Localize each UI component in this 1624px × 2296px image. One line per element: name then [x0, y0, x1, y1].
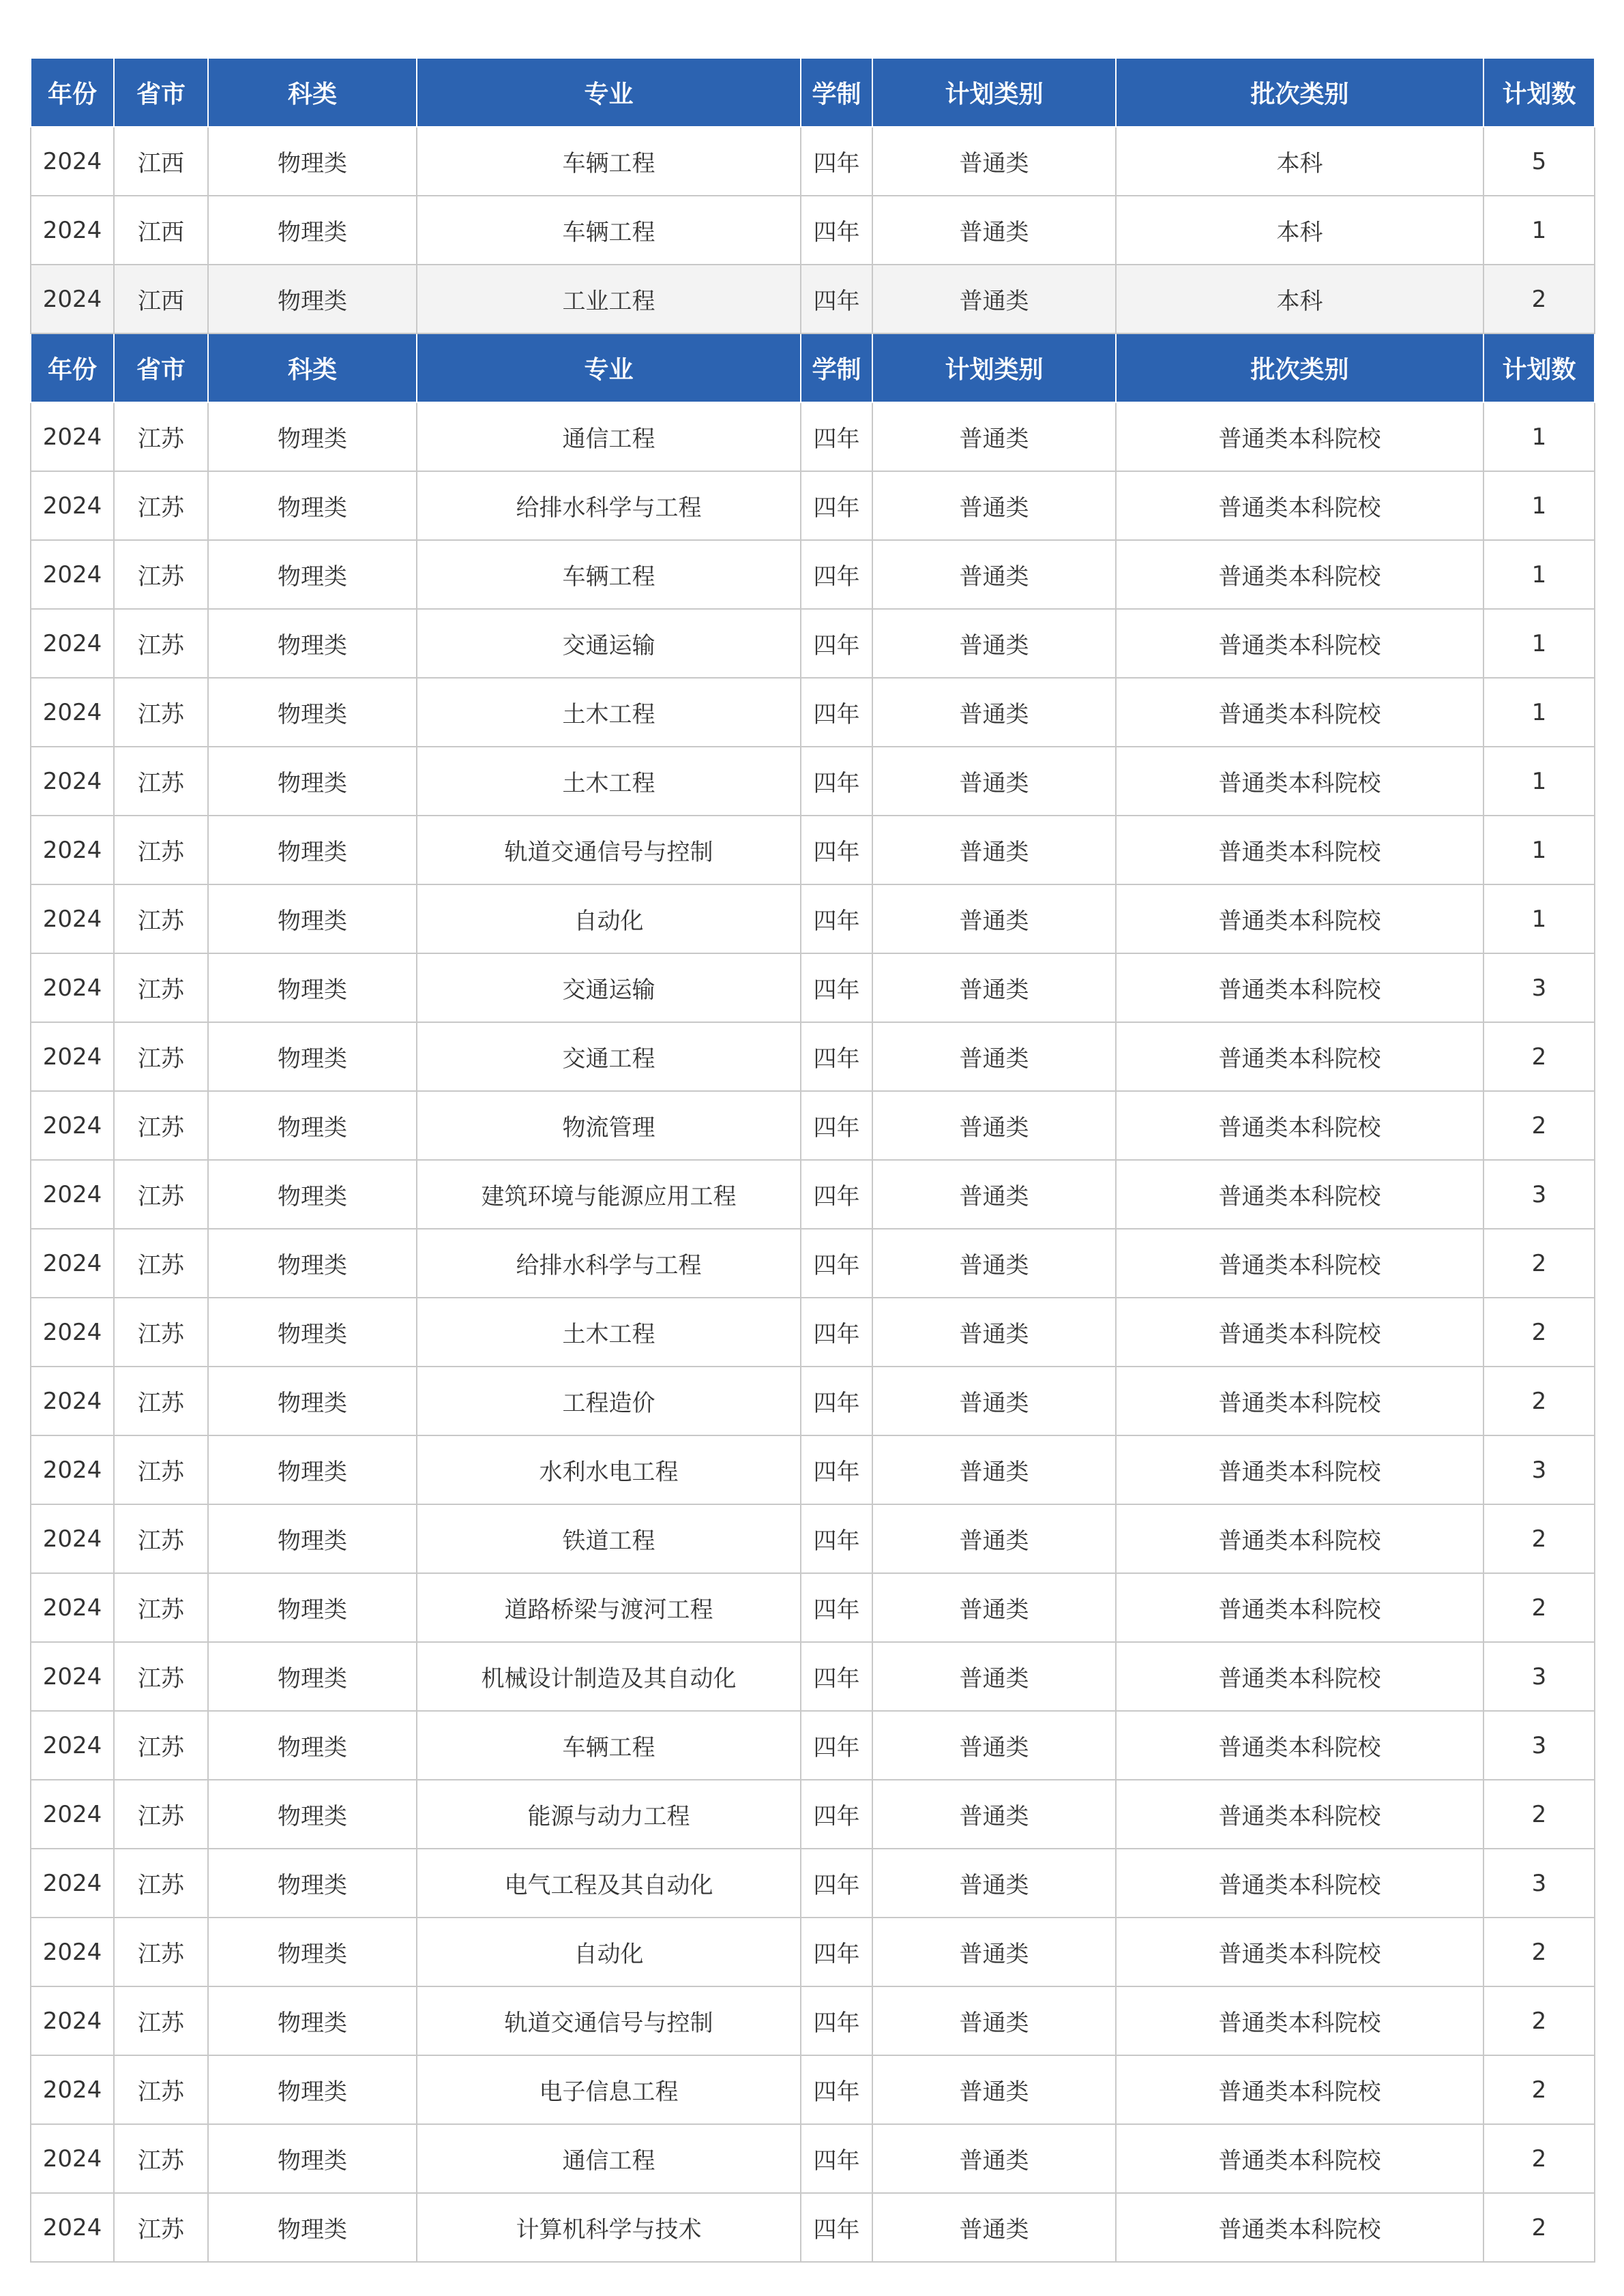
column-header-duration: 学制 — [801, 58, 872, 127]
cell-year: 2024 — [31, 402, 114, 471]
cell-province: 江西 — [114, 265, 208, 333]
cell-batch-type: 普通类本科院校 — [1116, 1229, 1483, 1298]
cell-major: 土木工程 — [417, 747, 801, 816]
cell-year: 2024 — [31, 953, 114, 1022]
cell-duration: 四年 — [801, 2124, 872, 2193]
cell-plan-type: 普通类 — [872, 1573, 1116, 1642]
cell-plan-count: 2 — [1483, 2055, 1595, 2124]
cell-province: 江苏 — [114, 747, 208, 816]
cell-subject-category: 物理类 — [208, 1642, 417, 1711]
cell-duration: 四年 — [801, 471, 872, 540]
cell-subject-category: 物理类 — [208, 2055, 417, 2124]
cell-subject-category: 物理类 — [208, 2193, 417, 2262]
cell-year: 2024 — [31, 196, 114, 265]
cell-subject-category: 物理类 — [208, 1022, 417, 1091]
cell-province: 江苏 — [114, 1986, 208, 2055]
cell-batch-type: 本科 — [1116, 265, 1483, 333]
cell-year: 2024 — [31, 127, 114, 196]
table-row — [31, 1504, 1595, 1573]
cell-major: 计算机科学与技术 — [417, 2193, 801, 2262]
cell-duration: 四年 — [801, 1849, 872, 1918]
cell-plan-count: 3 — [1483, 1160, 1595, 1229]
cell-plan-type: 普通类 — [872, 678, 1116, 747]
cell-major: 通信工程 — [417, 2124, 801, 2193]
column-header-duration: 学制 — [801, 333, 872, 402]
cell-batch-type: 普通类本科院校 — [1116, 1091, 1483, 1160]
cell-plan-type: 普通类 — [872, 1711, 1116, 1780]
cell-subject-category: 物理类 — [208, 1986, 417, 2055]
cell-province: 江西 — [114, 127, 208, 196]
cell-plan-type: 普通类 — [872, 540, 1116, 609]
cell-major: 自动化 — [417, 884, 801, 953]
cell-subject-category: 物理类 — [208, 1918, 417, 1986]
table-row — [31, 609, 1595, 678]
table-row — [31, 1298, 1595, 1367]
table-body — [31, 58, 1595, 2262]
cell-subject-category: 物理类 — [208, 1573, 417, 1642]
cell-subject-category: 物理类 — [208, 1849, 417, 1918]
cell-duration: 四年 — [801, 1918, 872, 1986]
cell-plan-count: 3 — [1483, 1849, 1595, 1918]
cell-plan-type: 普通类 — [872, 609, 1116, 678]
cell-batch-type: 普通类本科院校 — [1116, 402, 1483, 471]
cell-duration: 四年 — [801, 1160, 872, 1229]
cell-province: 江苏 — [114, 1711, 208, 1780]
column-header-year: 年份 — [31, 333, 114, 402]
cell-province: 江苏 — [114, 1298, 208, 1367]
column-header-batch-type: 批次类别 — [1116, 333, 1483, 402]
cell-year: 2024 — [31, 1918, 114, 1986]
cell-batch-type: 普通类本科院校 — [1116, 816, 1483, 884]
table-row — [31, 196, 1595, 265]
table-row — [31, 1091, 1595, 1160]
enrollment-plan-table-container — [30, 57, 1594, 2263]
cell-duration: 四年 — [801, 402, 872, 471]
table-row — [31, 265, 1595, 333]
table-row — [31, 2055, 1595, 2124]
cell-plan-count: 3 — [1483, 1435, 1595, 1504]
table-row — [31, 678, 1595, 747]
cell-plan-count: 2 — [1483, 1504, 1595, 1573]
cell-subject-category: 物理类 — [208, 609, 417, 678]
cell-plan-count: 1 — [1483, 540, 1595, 609]
cell-plan-count: 3 — [1483, 1711, 1595, 1780]
cell-subject-category: 物理类 — [208, 127, 417, 196]
cell-plan-type: 普通类 — [872, 127, 1116, 196]
column-header-batch-type: 批次类别 — [1116, 58, 1483, 127]
cell-major: 自动化 — [417, 1918, 801, 1986]
cell-duration: 四年 — [801, 1504, 872, 1573]
cell-duration: 四年 — [801, 747, 872, 816]
column-header-plan-count: 计划数 — [1483, 333, 1595, 402]
cell-batch-type: 普通类本科院校 — [1116, 2193, 1483, 2262]
cell-year: 2024 — [31, 747, 114, 816]
cell-duration: 四年 — [801, 1986, 872, 2055]
cell-plan-count: 2 — [1483, 1780, 1595, 1849]
cell-batch-type: 普通类本科院校 — [1116, 1367, 1483, 1435]
cell-province: 江苏 — [114, 402, 208, 471]
cell-year: 2024 — [31, 1504, 114, 1573]
cell-plan-type: 普通类 — [872, 747, 1116, 816]
cell-plan-count: 2 — [1483, 1298, 1595, 1367]
cell-province: 江苏 — [114, 1435, 208, 1504]
cell-plan-count: 2 — [1483, 1367, 1595, 1435]
cell-subject-category: 物理类 — [208, 265, 417, 333]
cell-plan-type: 普通类 — [872, 1160, 1116, 1229]
cell-plan-count: 1 — [1483, 816, 1595, 884]
cell-province: 江苏 — [114, 471, 208, 540]
cell-major: 能源与动力工程 — [417, 1780, 801, 1849]
cell-plan-count: 1 — [1483, 402, 1595, 471]
column-header-province: 省市 — [114, 58, 208, 127]
cell-province: 江苏 — [114, 953, 208, 1022]
cell-batch-type: 普通类本科院校 — [1116, 884, 1483, 953]
cell-province: 江苏 — [114, 1367, 208, 1435]
cell-duration: 四年 — [801, 2193, 872, 2262]
cell-major: 建筑环境与能源应用工程 — [417, 1160, 801, 1229]
cell-major: 交通运输 — [417, 953, 801, 1022]
cell-batch-type: 普通类本科院校 — [1116, 1435, 1483, 1504]
cell-major: 机械设计制造及其自动化 — [417, 1642, 801, 1711]
cell-year: 2024 — [31, 471, 114, 540]
cell-major: 土木工程 — [417, 1298, 801, 1367]
cell-batch-type: 普通类本科院校 — [1116, 2124, 1483, 2193]
cell-major: 水利水电工程 — [417, 1435, 801, 1504]
cell-duration: 四年 — [801, 1780, 872, 1849]
cell-subject-category: 物理类 — [208, 196, 417, 265]
table-row — [31, 471, 1595, 540]
cell-plan-count: 2 — [1483, 1091, 1595, 1160]
cell-plan-type: 普通类 — [872, 953, 1116, 1022]
cell-province: 江苏 — [114, 1091, 208, 1160]
cell-plan-count: 2 — [1483, 1022, 1595, 1091]
cell-batch-type: 普通类本科院校 — [1116, 1573, 1483, 1642]
table-row — [31, 816, 1595, 884]
cell-plan-count: 1 — [1483, 609, 1595, 678]
cell-duration: 四年 — [801, 1711, 872, 1780]
cell-plan-count: 3 — [1483, 953, 1595, 1022]
cell-plan-type: 普通类 — [872, 1022, 1116, 1091]
cell-plan-type: 普通类 — [872, 402, 1116, 471]
cell-plan-type: 普通类 — [872, 1367, 1116, 1435]
cell-major: 车辆工程 — [417, 127, 801, 196]
cell-province: 江苏 — [114, 609, 208, 678]
cell-plan-type: 普通类 — [872, 2055, 1116, 2124]
cell-batch-type: 普通类本科院校 — [1116, 1711, 1483, 1780]
table-row — [31, 2193, 1595, 2262]
cell-duration: 四年 — [801, 678, 872, 747]
table-row — [31, 953, 1595, 1022]
table-row — [31, 1367, 1595, 1435]
cell-subject-category: 物理类 — [208, 1504, 417, 1573]
cell-year: 2024 — [31, 816, 114, 884]
table-row — [31, 1780, 1595, 1849]
cell-plan-type: 普通类 — [872, 1091, 1116, 1160]
cell-batch-type: 普通类本科院校 — [1116, 1022, 1483, 1091]
enrollment-plan-table — [30, 57, 1595, 2263]
cell-year: 2024 — [31, 1298, 114, 1367]
cell-batch-type: 普通类本科院校 — [1116, 678, 1483, 747]
cell-major: 工程造价 — [417, 1367, 801, 1435]
cell-year: 2024 — [31, 1780, 114, 1849]
cell-subject-category: 物理类 — [208, 1229, 417, 1298]
cell-major: 给排水科学与工程 — [417, 1229, 801, 1298]
cell-subject-category: 物理类 — [208, 1780, 417, 1849]
cell-batch-type: 普通类本科院校 — [1116, 1160, 1483, 1229]
cell-province: 江苏 — [114, 1849, 208, 1918]
cell-batch-type: 普通类本科院校 — [1116, 1504, 1483, 1573]
cell-subject-category: 物理类 — [208, 1160, 417, 1229]
cell-duration: 四年 — [801, 1642, 872, 1711]
table-row — [31, 1160, 1595, 1229]
cell-plan-count: 2 — [1483, 1918, 1595, 1986]
cell-plan-type: 普通类 — [872, 265, 1116, 333]
cell-plan-count: 1 — [1483, 884, 1595, 953]
table-row — [31, 1918, 1595, 1986]
column-header-major: 专业 — [417, 58, 801, 127]
column-header-province: 省市 — [114, 333, 208, 402]
cell-duration: 四年 — [801, 1022, 872, 1091]
cell-duration: 四年 — [801, 1573, 872, 1642]
cell-plan-type: 普通类 — [872, 1435, 1116, 1504]
table-row — [31, 540, 1595, 609]
cell-year: 2024 — [31, 1986, 114, 2055]
column-header-major: 专业 — [417, 333, 801, 402]
cell-major: 土木工程 — [417, 678, 801, 747]
cell-plan-type: 普通类 — [872, 196, 1116, 265]
cell-year: 2024 — [31, 609, 114, 678]
cell-batch-type: 普通类本科院校 — [1116, 1780, 1483, 1849]
cell-plan-type: 普通类 — [872, 1849, 1116, 1918]
cell-province: 江苏 — [114, 1642, 208, 1711]
cell-subject-category: 物理类 — [208, 953, 417, 1022]
cell-duration: 四年 — [801, 196, 872, 265]
cell-subject-category: 物理类 — [208, 1091, 417, 1160]
cell-plan-count: 1 — [1483, 747, 1595, 816]
column-header-plan-type: 计划类别 — [872, 333, 1116, 402]
cell-province: 江苏 — [114, 1573, 208, 1642]
cell-batch-type: 普通类本科院校 — [1116, 1298, 1483, 1367]
cell-province: 江苏 — [114, 2055, 208, 2124]
cell-plan-type: 普通类 — [872, 2124, 1116, 2193]
cell-province: 江苏 — [114, 1780, 208, 1849]
cell-year: 2024 — [31, 678, 114, 747]
table-row — [31, 1573, 1595, 1642]
cell-major: 交通工程 — [417, 1022, 801, 1091]
table-row — [31, 1022, 1595, 1091]
cell-year: 2024 — [31, 1573, 114, 1642]
cell-major: 道路桥梁与渡河工程 — [417, 1573, 801, 1642]
cell-batch-type: 普通类本科院校 — [1116, 540, 1483, 609]
cell-subject-category: 物理类 — [208, 747, 417, 816]
cell-subject-category: 物理类 — [208, 884, 417, 953]
cell-major: 铁道工程 — [417, 1504, 801, 1573]
cell-plan-count: 2 — [1483, 2124, 1595, 2193]
cell-major: 轨道交通信号与控制 — [417, 816, 801, 884]
cell-year: 2024 — [31, 1435, 114, 1504]
cell-major: 车辆工程 — [417, 540, 801, 609]
cell-province: 江西 — [114, 196, 208, 265]
cell-year: 2024 — [31, 1160, 114, 1229]
cell-duration: 四年 — [801, 1367, 872, 1435]
table-row — [31, 127, 1595, 196]
cell-year: 2024 — [31, 540, 114, 609]
cell-year: 2024 — [31, 884, 114, 953]
cell-duration: 四年 — [801, 540, 872, 609]
cell-batch-type: 普通类本科院校 — [1116, 1986, 1483, 2055]
cell-batch-type: 普通类本科院校 — [1116, 471, 1483, 540]
cell-duration: 四年 — [801, 884, 872, 953]
cell-plan-type: 普通类 — [872, 1780, 1116, 1849]
column-header-subject-category: 科类 — [208, 58, 417, 127]
cell-batch-type: 普通类本科院校 — [1116, 747, 1483, 816]
cell-batch-type: 本科 — [1116, 127, 1483, 196]
cell-plan-count: 2 — [1483, 2193, 1595, 2262]
cell-duration: 四年 — [801, 1091, 872, 1160]
cell-batch-type: 普通类本科院校 — [1116, 609, 1483, 678]
table-row — [31, 884, 1595, 953]
table-header-row — [31, 58, 1595, 127]
cell-plan-count: 2 — [1483, 1229, 1595, 1298]
cell-year: 2024 — [31, 1367, 114, 1435]
cell-plan-count: 2 — [1483, 1986, 1595, 2055]
table-row — [31, 1229, 1595, 1298]
table-row — [31, 402, 1595, 471]
cell-plan-type: 普通类 — [872, 1229, 1116, 1298]
cell-batch-type: 普通类本科院校 — [1116, 1849, 1483, 1918]
cell-subject-category: 物理类 — [208, 678, 417, 747]
cell-major: 车辆工程 — [417, 1711, 801, 1780]
cell-duration: 四年 — [801, 127, 872, 196]
cell-subject-category: 物理类 — [208, 402, 417, 471]
cell-plan-count: 1 — [1483, 196, 1595, 265]
cell-duration: 四年 — [801, 953, 872, 1022]
cell-plan-type: 普通类 — [872, 1918, 1116, 1986]
cell-plan-type: 普通类 — [872, 1504, 1116, 1573]
cell-major: 轨道交通信号与控制 — [417, 1986, 801, 2055]
cell-year: 2024 — [31, 265, 114, 333]
cell-plan-count: 5 — [1483, 127, 1595, 196]
cell-subject-category: 物理类 — [208, 1367, 417, 1435]
cell-major: 交通运输 — [417, 609, 801, 678]
cell-plan-count: 3 — [1483, 1642, 1595, 1711]
cell-plan-type: 普通类 — [872, 884, 1116, 953]
table-row — [31, 1642, 1595, 1711]
cell-province: 江苏 — [114, 1229, 208, 1298]
cell-plan-count: 1 — [1483, 678, 1595, 747]
table-row — [31, 1711, 1595, 1780]
cell-major: 电气工程及其自动化 — [417, 1849, 801, 1918]
cell-year: 2024 — [31, 2055, 114, 2124]
cell-batch-type: 普通类本科院校 — [1116, 953, 1483, 1022]
cell-province: 江苏 — [114, 2124, 208, 2193]
cell-province: 江苏 — [114, 1160, 208, 1229]
cell-plan-count: 1 — [1483, 471, 1595, 540]
table-row — [31, 1986, 1595, 2055]
cell-province: 江苏 — [114, 678, 208, 747]
column-header-year: 年份 — [31, 58, 114, 127]
cell-duration: 四年 — [801, 1298, 872, 1367]
table-header-row — [31, 333, 1595, 402]
cell-major: 物流管理 — [417, 1091, 801, 1160]
cell-province: 江苏 — [114, 540, 208, 609]
cell-major: 工业工程 — [417, 265, 801, 333]
cell-duration: 四年 — [801, 2055, 872, 2124]
cell-batch-type: 普通类本科院校 — [1116, 2055, 1483, 2124]
cell-year: 2024 — [31, 1022, 114, 1091]
table-row — [31, 747, 1595, 816]
cell-year: 2024 — [31, 2193, 114, 2262]
cell-major: 给排水科学与工程 — [417, 471, 801, 540]
cell-province: 江苏 — [114, 1022, 208, 1091]
cell-plan-type: 普通类 — [872, 816, 1116, 884]
table-row — [31, 1849, 1595, 1918]
cell-plan-type: 普通类 — [872, 1642, 1116, 1711]
cell-batch-type: 普通类本科院校 — [1116, 1918, 1483, 1986]
cell-year: 2024 — [31, 1849, 114, 1918]
cell-province: 江苏 — [114, 1918, 208, 1986]
cell-batch-type: 普通类本科院校 — [1116, 1642, 1483, 1711]
cell-major: 通信工程 — [417, 402, 801, 471]
cell-plan-count: 2 — [1483, 1573, 1595, 1642]
table-row — [31, 2124, 1595, 2193]
cell-subject-category: 物理类 — [208, 1435, 417, 1504]
cell-year: 2024 — [31, 1229, 114, 1298]
cell-plan-type: 普通类 — [872, 471, 1116, 540]
cell-subject-category: 物理类 — [208, 1711, 417, 1780]
cell-year: 2024 — [31, 1711, 114, 1780]
cell-subject-category: 物理类 — [208, 540, 417, 609]
cell-duration: 四年 — [801, 1435, 872, 1504]
cell-major: 电子信息工程 — [417, 2055, 801, 2124]
cell-plan-type: 普通类 — [872, 1298, 1116, 1367]
column-header-plan-type: 计划类别 — [872, 58, 1116, 127]
cell-plan-type: 普通类 — [872, 1986, 1116, 2055]
cell-subject-category: 物理类 — [208, 816, 417, 884]
cell-duration: 四年 — [801, 1229, 872, 1298]
cell-duration: 四年 — [801, 265, 872, 333]
cell-duration: 四年 — [801, 816, 872, 884]
cell-province: 江苏 — [114, 816, 208, 884]
column-header-subject-category: 科类 — [208, 333, 417, 402]
cell-subject-category: 物理类 — [208, 1298, 417, 1367]
cell-major: 车辆工程 — [417, 196, 801, 265]
cell-year: 2024 — [31, 1091, 114, 1160]
table-row — [31, 1435, 1595, 1504]
cell-province: 江苏 — [114, 884, 208, 953]
cell-duration: 四年 — [801, 609, 872, 678]
cell-year: 2024 — [31, 1642, 114, 1711]
cell-province: 江苏 — [114, 1504, 208, 1573]
column-header-plan-count: 计划数 — [1483, 58, 1595, 127]
cell-year: 2024 — [31, 2124, 114, 2193]
cell-province: 江苏 — [114, 2193, 208, 2262]
cell-plan-count: 2 — [1483, 265, 1595, 333]
cell-plan-type: 普通类 — [872, 2193, 1116, 2262]
cell-subject-category: 物理类 — [208, 2124, 417, 2193]
cell-subject-category: 物理类 — [208, 471, 417, 540]
cell-batch-type: 本科 — [1116, 196, 1483, 265]
